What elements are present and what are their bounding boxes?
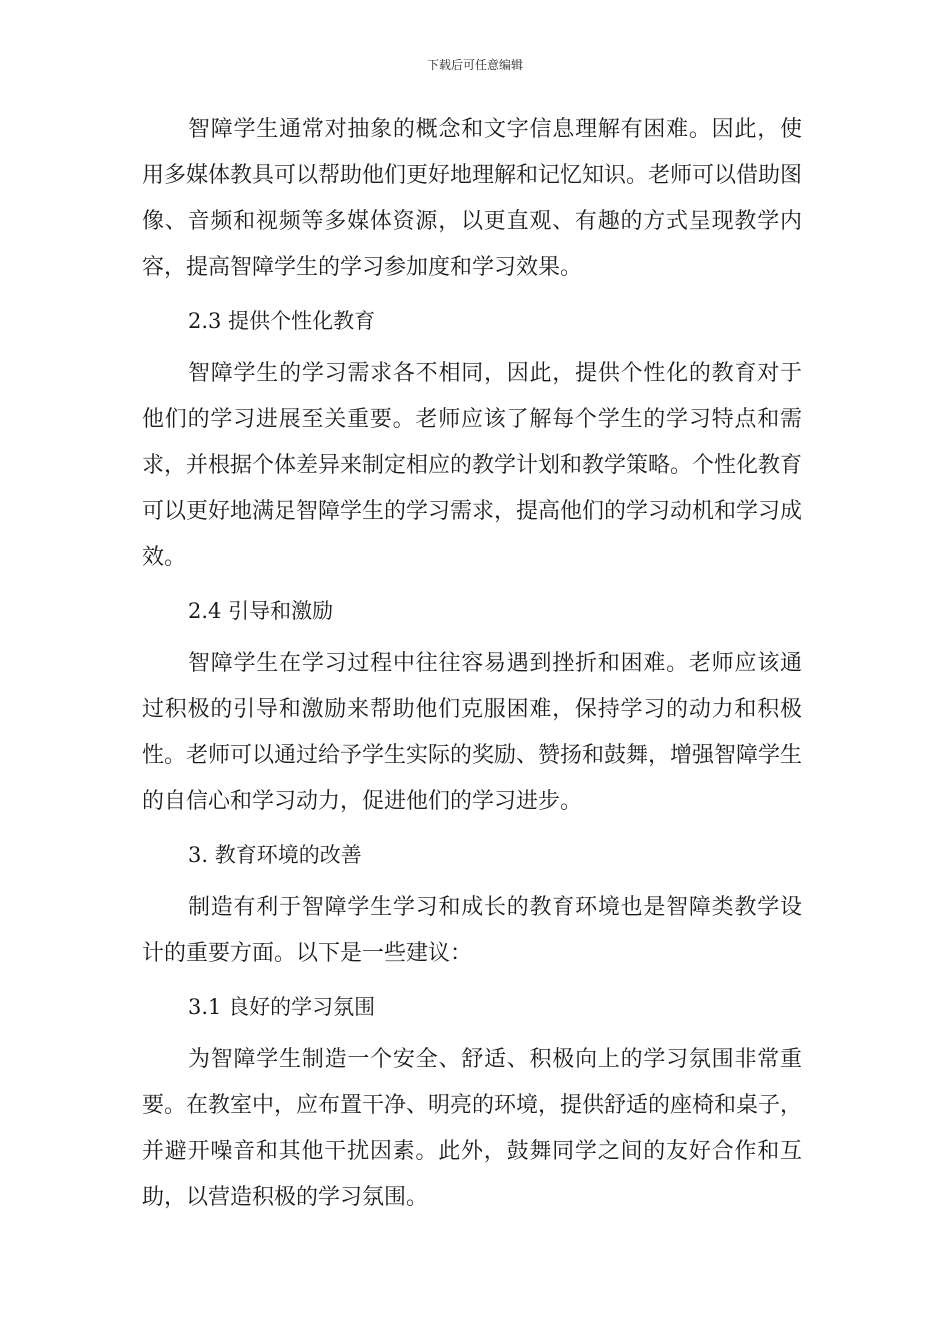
paragraph-multimedia: 智障学生通常对抽象的概念和文字信息理解有困难。因此，使用多媒体教具可以帮助他们更好地理解和记忆知识。老师可以借助图像、音频和视频等多媒体资源，以更直观、有趣的方式呈现教学内容，提高智障学生的学习参加度和学习效果。: [142, 117, 803, 280]
document-body: [142, 107, 802, 1228]
section-heading-3: 3. 教育环境的改善: [188, 843, 362, 867]
section-heading-2-4: 2.4 引导和激励: [188, 599, 334, 623]
paragraph-guidance-motivation: 智障学生在学习过程中往往容易遇到挫折和困难。老师应该通过积极的引导和激励来帮助他们克服困难，保持学习的动力和积极性。老师可以通过给予学生实际的奖励、赞扬和鼓舞，增强智障学生的自信心和学习动力，促进他们的学习进步。: [142, 651, 803, 814]
page-header-note: 下载后可任意编辑: [426, 58, 523, 72]
section-heading-2-3: 2.3 提供个性化教育: [188, 309, 376, 333]
paragraph-personalized-education: 智障学生的学习需求各不相同，因此，提供个性化的教育对于他们的学习进展至关重要。老师应该了解每个学生的学习特点和需求，并根据个体差异来制定相应的教学计划和教学策略。个性化教育可以更好地满足智障学生的学习需求，提高他们的学习动机和学习成效。: [142, 361, 803, 570]
paragraph-environment-intro: 制造有利于智障学生学习和成长的教育环境也是智障类教学设计的重要方面。以下是一些建议：: [142, 895, 802, 966]
section-heading-3-1: 3.1 良好的学习氛围: [188, 995, 376, 1019]
paragraph-learning-atmosphere: 为智障学生制造一个安全、舒适、积极向上的学习氛围非常重要。在教室中，应布置干净、明亮的环境，提供舒适的座椅和桌子，并避开噪音和其他干扰因素。此外，鼓舞同学之间的友好合作和互助，以营造积极的学习氛围。: [142, 1047, 803, 1210]
